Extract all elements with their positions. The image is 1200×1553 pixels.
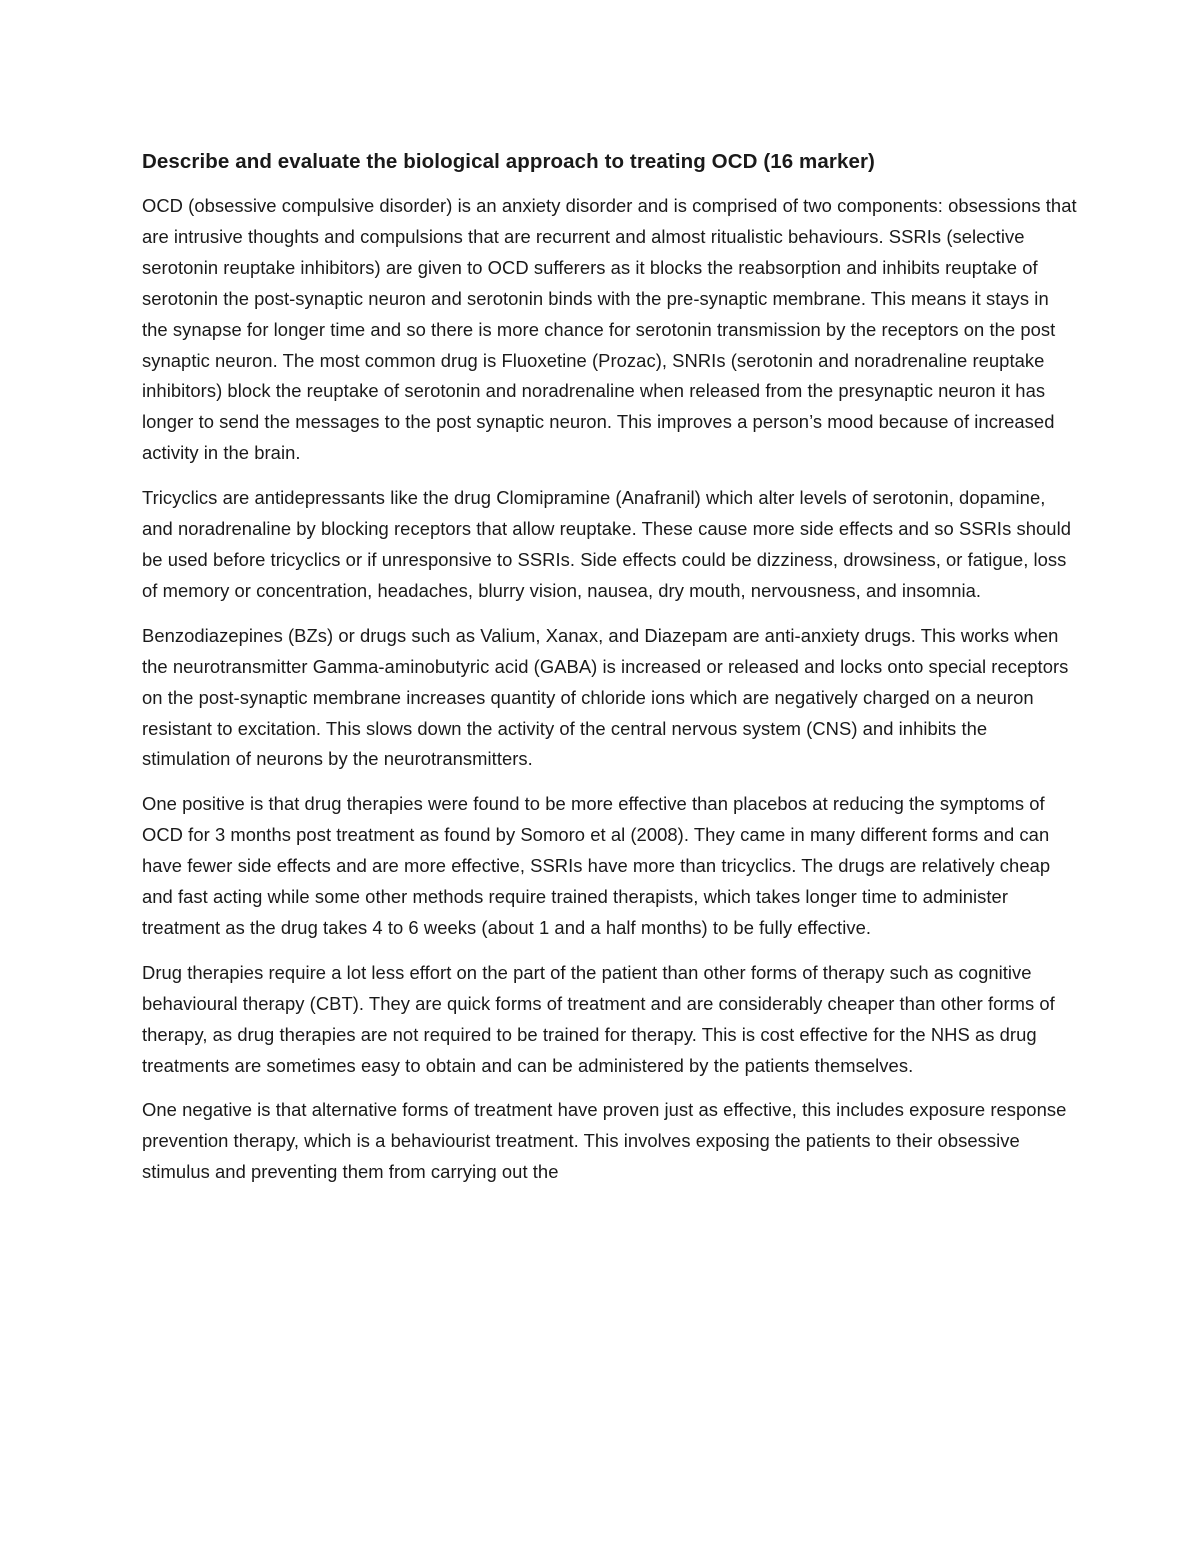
paragraph-tricyclics: Tricyclics are antidepressants like the drug Clomipramine (Anafranil) which alter levels of serotonin, dopamine, and noradrenaline by blocking receptors that allow reuptake. These cause more side effects and so SSRIs should be used before tricyclics or if unresponsive to SSRIs. Side effects could be dizziness, drowsiness, or fatigue, loss of memory or concentration, headaches, blurry vision, nausea, dry mouth, nervousness, and insomnia.: [142, 487, 1071, 601]
document-body: [142, 146, 1077, 1202]
paragraph-positive-effectiveness: One positive is that drug therapies were found to be more effective than placebos at reducing the symptoms of OCD for 3 months post treatment as found by Somoro et al (2008). They came in many different forms and can have fewer side effects and are more effective, SSRIs have more than tricyclics. The drugs are relatively cheap and fast acting while some other methods require trained therapists, which takes longer time to administer treatment as the drug takes 4 to 6 weeks (about 1 and a half months) to be fully effective.: [142, 793, 1051, 938]
paragraph-negative: One negative is that alternative forms of treatment have proven just as effective, this includes exposure response prevention therapy, which is a behaviourist treatment. This involves exposing the patients to their obsessive stimulus and preventing them from carrying out the: [142, 1099, 1067, 1183]
document-title: Describe and evaluate the biological approach to treating OCD (16 marker): [142, 150, 875, 173]
paragraph-ocd-ssri: OCD (obsessive compulsive disorder) is an anxiety disorder and is comprised of two components: obsessions that are intrusive thoughts and compulsions that are recurrent and almost ritualistic behaviours. SSRIs (selective serotonin reuptake inhibitors) are given to OCD sufferers as it blocks the reabsorption and inhibits reuptake of serotonin the post-synaptic neuron and serotonin binds with the pre-synaptic membrane. This means it stays in the synapse for longer time and so there is more chance for serotonin transmission by the receptors on the post synaptic neuron. The most common drug is Fluoxetine (Prozac), SNRIs (serotonin and noradrenaline reuptake inhibitors) block the reuptake of serotonin and noradrenaline when released from the presynaptic neuron it has longer to send the messages to the post synaptic neuron. This improves a person’s mood because of increased activity in the brain.: [142, 195, 1077, 464]
paragraph-positive-effort: Drug therapies require a lot less effort on the part of the patient than other forms of therapy such as cognitive behavioural therapy (CBT). They are quick forms of treatment and are considerably cheaper than other forms of therapy, as drug therapies are not required to be trained for therapy. This is cost effective for the NHS as drug treatments are sometimes easy to obtain and can be administered by the patients themselves.: [142, 961, 1055, 1076]
paragraph-benzodiazepines: Benzodiazepines (BZs) or drugs such as Valium, Xanax, and Diazepam are anti-anxiety drugs. This works when the neurotransmitter Gamma-aminobutyric acid (GABA) is increased or released and locks onto special receptors on the post-synaptic membrane increases quantity of chloride ions which are negatively charged on a neuron resistant to excitation. This slows down the activity of the central nervous system (CNS) and inhibits the stimulation of neurons by the neurotransmitters.: [142, 624, 1069, 770]
